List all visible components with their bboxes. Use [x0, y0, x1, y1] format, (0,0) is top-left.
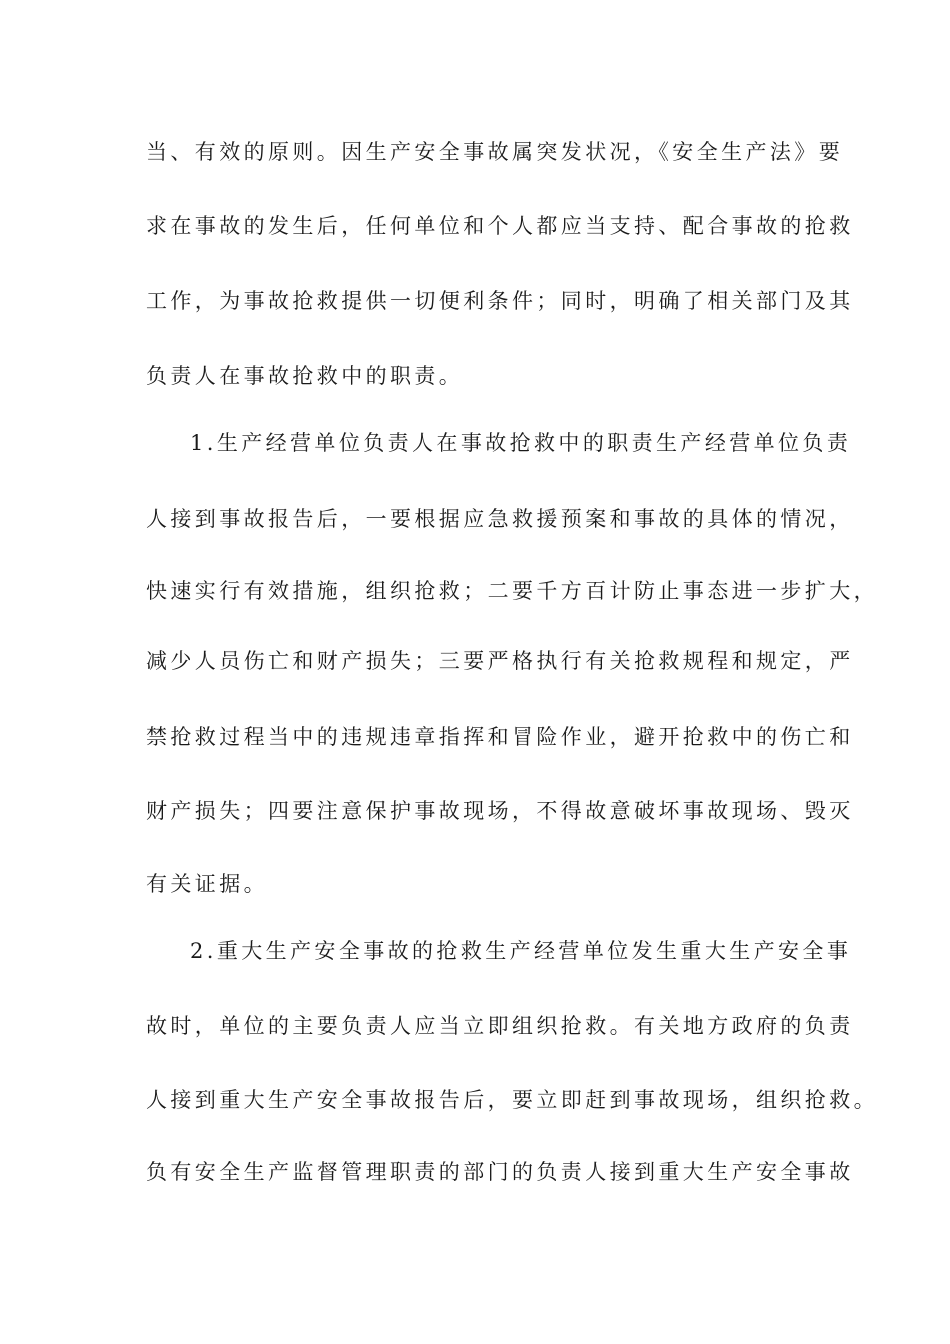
text-line: 减少人员伤亡和财产损失；三要严格执行有关抢救规程和规定，严	[146, 649, 854, 673]
text-line: 故时，单位的主要负责人应当立即组织抢救。有关地方政府的负责	[146, 1014, 854, 1038]
text-line: 禁抢救过程当中的违规违章指挥和冒险作业，避开抢救中的伤亡和	[146, 725, 854, 749]
text-line: 工作，为事故抢救提供一切便利条件；同时，明确了相关部门及其	[146, 289, 854, 313]
text-line: 快速实行有效措施，组织抢救；二要千方百计防止事态进一步扩大，	[146, 579, 878, 603]
text-line: 负有安全生产监督管理职责的部门的负责人接到重大生产安全事故	[146, 1160, 854, 1184]
text-line: 求在事故的发生后，任何单位和个人都应当支持、配合事故的抢救	[146, 214, 854, 238]
text-line: 人接到事故报告后，一要根据应急救援预案和事故的具体的情况，	[146, 507, 854, 531]
text-line: 有关证据。	[146, 872, 268, 896]
text-line: 1.生产经营单位负责人在事故抢救中的职责生产经营单位负责	[190, 431, 852, 455]
text-line: 2.重大生产安全事故的抢救生产经营单位发生重大生产安全事	[190, 939, 852, 963]
text-line: 财产损失；四要注意保护事故现场，不得故意破坏事故现场、毁灭	[146, 799, 854, 823]
text-line: 当、有效的原则。因生产安全事故属突发状况，《安全生产法》要	[146, 140, 844, 164]
text-line: 人接到重大生产安全事故报告后，要立即赶到事故现场，组织抢救。	[146, 1088, 878, 1112]
text-line: 负责人在事故抢救中的职责。	[146, 364, 464, 388]
